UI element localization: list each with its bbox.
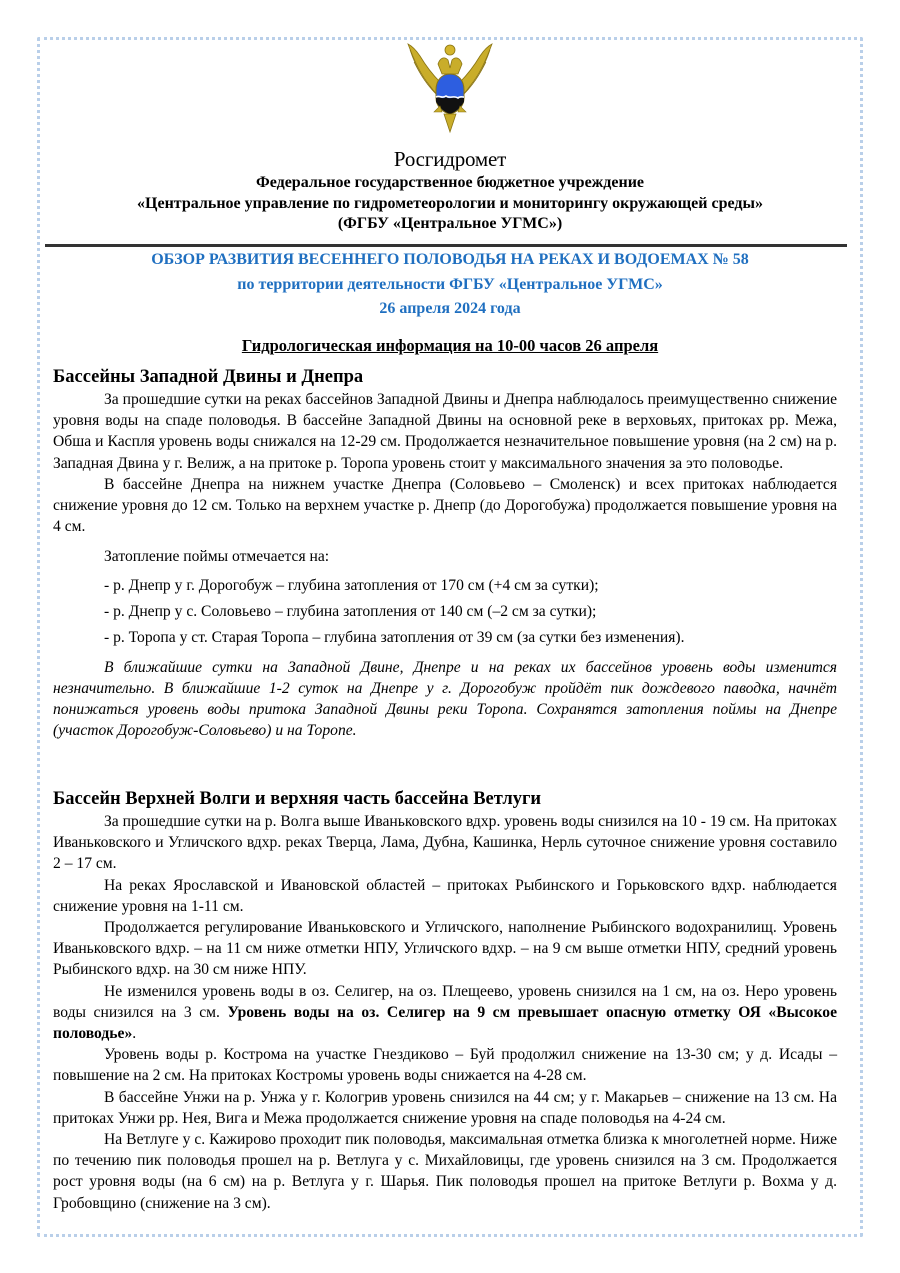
paragraph: Продолжается регулирование Иваньковского и Угличского, наполнение Рыбинского водохранилищ. Уровень Иваньковского вдхр. – на 11 см ниже отметки НПУ, Угличского вдхр. – на 9 см выше отметки НПУ, средний уровень Рыбинского вдхр. на 30 см ниже НПУ. (53, 919, 837, 979)
org-line-2: «Центральное управление по гидрометеорологии и мониторингу окружающей среды» (137, 195, 763, 212)
report-date: 26 апреля 2024 года (379, 300, 521, 317)
flood-intro: Затопление поймы отмечается на: (104, 548, 330, 566)
section-western-dvina-dnieper (53, 365, 837, 741)
flood-list-item: - р. Днепр у г. Дорогобуж – глубина затопления от 170 см (+4 см за сутки); (104, 576, 599, 594)
paragraph: На Ветлуге у с. Кажирово проходит пик половодья, максимальная отметка близка к многолетней норме. Ниже по течению пик половодья прошел на р. Ветлуга у с. Михайловицы, где уровень снизился на 3 см. Продолжается рост уровня воды (на 6 см) на р. Ветлуга у г. Шарья. Пик половодья прошел на притоке Ветлуги р. Вохма у д. Гробовщино (снижение на 3 см). (53, 1131, 837, 1212)
paragraph: За прошедшие сутки на реках бассейнов Западной Двины и Днепра наблюдалось преимущественно снижение уровня воды на спаде половодья. В бассейне Западной Двины на основной реке в верховьях, притоках рр. Межа, Обша и Каспля уровень воды снижался на 12-29 см. Продолжается незначительное повышение уровня (на 2 см) на р. Западная Двина у г. Велиж, а на притоке р. Торопа уровень стоит у максимального значения за это половодье. (53, 391, 837, 472)
section-heading: Бассейн Верхней Волги и верхняя часть бассейна Ветлуги (53, 789, 542, 809)
forecast-paragraph: В ближайшие сутки на Западной Двине, Днепре и на реках их бассейнов уровень воды изменится незначительно. В ближайшие 1-2 суток на Днепре у г. Дорогобуж пройдёт пик дождевого паводка, начнёт понижаться уровень воды притока Западной Двины реки Торопа. Сохранятся затопления поймы на Днепре (участок Дорогобуж-Соловьево) и на Торопе. (53, 658, 837, 740)
paragraph: За прошедшие сутки на р. Волга выше Иваньковского вдхр. уровень воды снизился на 10 - 19 см. На притоках Иваньковского и Угличского вдхр. реках Тверца, Лама, Дубна, Кашинка, Нерль суточное снижение уровня составило 2 – 17 см. (53, 813, 837, 873)
report-subtitle: по территории деятельности ФГБУ «Центральное УГМС» (237, 276, 663, 293)
paragraph-text: Не изменился уровень воды в оз. Селигер, на оз. Плещеево, уровень снизился на 1 см, на оз. Неро уровень воды снизился на 3 см. (53, 982, 837, 1021)
org-line-3: (ФГБУ «Центральное УГМС») (337, 215, 563, 232)
section-heading: Бассейны Западной Двины и Днепра (53, 367, 364, 387)
rosgidromet-eagle-emblem-icon (400, 42, 500, 134)
org-line-1: Федеральное государственное бюджетное учреждение (255, 174, 645, 191)
header-divider (45, 244, 847, 247)
paragraph: На реках Ярославской и Ивановской областей – притоках Рыбинского и Горьковского вдхр. наблюдается снижение уровня на 1-11 см. (53, 876, 837, 915)
paragraph: В бассейне Днепра на нижнем участке Днепра (Соловьево – Смоленск) и всех притоках наблюдается снижение уровня до 12 см. Только на верхнем участке р. Днепр (до Дорогобужа) продолжается повышение уровня на 4 см. (53, 475, 837, 536)
flood-list-item: - р. Торопа у ст. Старая Торопа – глубина затопления от 39 см (за сутки без изменения). (104, 628, 685, 646)
report-title: ОБЗОР РАЗВИТИЯ ВЕСЕННЕГО ПОЛОВОДЬЯ НА РЕКАХ И ВОДОЕМАХ № 58 (151, 251, 749, 268)
flood-list-item: - р. Днепр у с. Соловьево – глубина затопления от 140 см (–2 см за сутки); (104, 602, 597, 620)
warning-text: Уровень воды на оз. Селигер на 9 см превышает опасную отметку ОЯ «Высокое половодье» (53, 1003, 838, 1043)
paragraph: В бассейне Унжи на р. Унжа у г. Кологрив уровень снизился на 44 см; у г. Макарьев – снижение на 13 см. На притоках Унжи рр. Нея, Вига и Межа продолжается снижение уровня на спаде половодья на 4-24 см. (53, 1088, 837, 1127)
paragraph: Уровень воды р. Кострома на участке Гнездиково – Буй продолжил снижение на 13-30 см; у д. Исады – повышение на 2 см. На притоках Костромы уровень воды снижается на 4-28 см. (53, 1046, 837, 1085)
hydro-info-heading: Гидрологическая информация на 10-00 часов 26 апреля (241, 336, 659, 355)
paragraph (53, 981, 837, 1045)
section-upper-volga-vetluga (53, 787, 837, 1214)
agency-name: Росгидромет (393, 147, 507, 171)
paragraph-end: . (132, 1025, 137, 1043)
